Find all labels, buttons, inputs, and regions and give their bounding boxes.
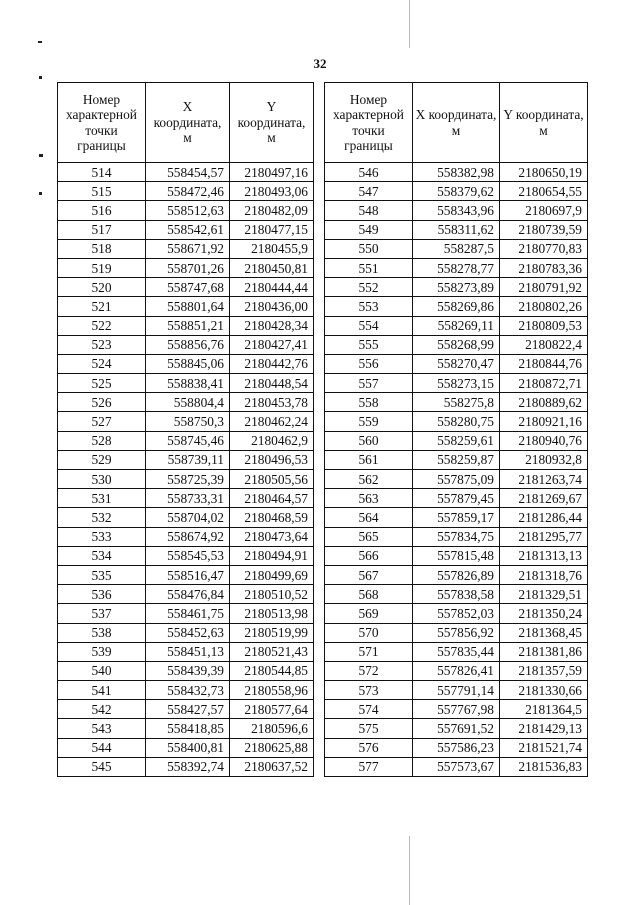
point-number-cell: 568 — [325, 585, 413, 604]
table-row — [58, 585, 314, 604]
table-header-row — [58, 83, 314, 163]
x-coordinate-cell: 558704,02 — [146, 508, 230, 527]
y-coordinate-cell: 2180544,85 — [230, 661, 314, 680]
point-number-cell: 557 — [325, 374, 413, 393]
point-number-cell: 550 — [325, 239, 413, 258]
header-point: Номер характерной точки границы — [58, 83, 146, 163]
scan-mark — [39, 154, 43, 157]
point-number-cell: 541 — [58, 681, 146, 700]
point-number-cell: 535 — [58, 565, 146, 584]
point-number-cell: 524 — [58, 354, 146, 373]
y-coordinate-cell: 2180448,54 — [230, 374, 314, 393]
point-number-cell: 553 — [325, 297, 413, 316]
y-coordinate-cell: 2181429,13 — [500, 719, 588, 738]
point-number-cell: 549 — [325, 220, 413, 239]
y-coordinate-cell: 2181364,5 — [500, 700, 588, 719]
table-row — [325, 661, 588, 680]
y-coordinate-cell: 2180499,69 — [230, 565, 314, 584]
scan-mark — [39, 76, 42, 79]
point-number-cell: 515 — [58, 182, 146, 201]
x-coordinate-cell: 557586,23 — [413, 738, 500, 757]
point-number-cell: 521 — [58, 297, 146, 316]
point-number-cell: 559 — [325, 412, 413, 431]
x-coordinate-cell: 558747,68 — [146, 278, 230, 297]
y-coordinate-cell: 2180558,96 — [230, 681, 314, 700]
x-coordinate-cell: 558278,77 — [413, 258, 500, 277]
point-number-cell: 525 — [58, 374, 146, 393]
y-coordinate-cell: 2180770,83 — [500, 239, 588, 258]
table-row — [58, 278, 314, 297]
y-coordinate-cell: 2180940,76 — [500, 431, 588, 450]
y-coordinate-cell: 2180802,26 — [500, 297, 588, 316]
x-coordinate-cell: 558273,15 — [413, 374, 500, 393]
point-number-cell: 544 — [58, 738, 146, 757]
point-number-cell: 537 — [58, 604, 146, 623]
table-row — [325, 335, 588, 354]
table-row — [58, 719, 314, 738]
point-number-cell: 528 — [58, 431, 146, 450]
x-coordinate-cell: 557834,75 — [413, 527, 500, 546]
point-number-cell: 532 — [58, 508, 146, 527]
point-number-cell: 514 — [58, 163, 146, 182]
table-row — [325, 546, 588, 565]
x-coordinate-cell: 558269,86 — [413, 297, 500, 316]
x-coordinate-cell: 557691,52 — [413, 719, 500, 738]
y-coordinate-cell: 2181329,51 — [500, 585, 588, 604]
table-row — [325, 623, 588, 642]
table-row — [58, 239, 314, 258]
y-coordinate-cell: 2180697,9 — [500, 201, 588, 220]
point-number-cell: 534 — [58, 546, 146, 565]
y-coordinate-cell: 2180521,43 — [230, 642, 314, 661]
y-coordinate-cell: 2180822,4 — [500, 335, 588, 354]
x-coordinate-cell: 558418,85 — [146, 719, 230, 738]
table-body-right — [325, 163, 588, 777]
point-number-cell: 556 — [325, 354, 413, 373]
x-coordinate-cell: 558259,87 — [413, 450, 500, 469]
x-coordinate-cell: 557826,41 — [413, 661, 500, 680]
y-coordinate-cell: 2180477,15 — [230, 220, 314, 239]
table-row — [58, 258, 314, 277]
page-number: 32 — [313, 56, 327, 71]
table-row — [325, 642, 588, 661]
table-row — [58, 220, 314, 239]
y-coordinate-cell: 2180791,92 — [500, 278, 588, 297]
point-number-cell: 530 — [58, 470, 146, 489]
y-coordinate-cell: 2180497,16 — [230, 163, 314, 182]
table-row — [325, 182, 588, 201]
x-coordinate-cell: 557826,89 — [413, 565, 500, 584]
table-row — [325, 604, 588, 623]
table-row — [325, 508, 588, 527]
x-coordinate-cell: 558427,57 — [146, 700, 230, 719]
table-row — [325, 719, 588, 738]
table-row — [58, 527, 314, 546]
y-coordinate-cell: 2180464,57 — [230, 489, 314, 508]
point-number-cell: 570 — [325, 623, 413, 642]
x-coordinate-cell: 558259,61 — [413, 431, 500, 450]
point-number-cell: 547 — [325, 182, 413, 201]
point-number-cell: 554 — [325, 316, 413, 335]
point-number-cell: 529 — [58, 450, 146, 469]
x-coordinate-cell: 557859,17 — [413, 508, 500, 527]
x-coordinate-cell: 558461,75 — [146, 604, 230, 623]
x-coordinate-cell: 557875,09 — [413, 470, 500, 489]
y-coordinate-cell: 2181330,66 — [500, 681, 588, 700]
table-row — [58, 335, 314, 354]
table-row — [325, 163, 588, 182]
table-row — [325, 681, 588, 700]
y-coordinate-cell: 2180889,62 — [500, 393, 588, 412]
point-number-cell: 566 — [325, 546, 413, 565]
table-row — [58, 316, 314, 335]
table-row — [325, 316, 588, 335]
table-row — [325, 470, 588, 489]
point-number-cell: 533 — [58, 527, 146, 546]
table-row — [325, 201, 588, 220]
x-coordinate-cell: 558280,75 — [413, 412, 500, 431]
table-row — [58, 757, 314, 776]
point-number-cell: 538 — [58, 623, 146, 642]
table-row — [325, 431, 588, 450]
point-number-cell: 555 — [325, 335, 413, 354]
y-coordinate-cell: 2180650,19 — [500, 163, 588, 182]
table-row — [58, 681, 314, 700]
table-row — [58, 201, 314, 220]
table-row — [325, 374, 588, 393]
point-number-cell: 520 — [58, 278, 146, 297]
point-number-cell: 564 — [325, 508, 413, 527]
x-coordinate-cell: 558476,84 — [146, 585, 230, 604]
y-coordinate-cell: 2180494,91 — [230, 546, 314, 565]
point-number-cell: 539 — [58, 642, 146, 661]
table-row — [58, 508, 314, 527]
point-number-cell: 565 — [325, 527, 413, 546]
y-coordinate-cell: 2180637,52 — [230, 757, 314, 776]
point-number-cell: 552 — [325, 278, 413, 297]
x-coordinate-cell: 557835,44 — [413, 642, 500, 661]
table-row — [325, 239, 588, 258]
table-row — [325, 220, 588, 239]
table-row — [58, 642, 314, 661]
table-row — [325, 757, 588, 776]
point-number-cell: 536 — [58, 585, 146, 604]
point-number-cell: 540 — [58, 661, 146, 680]
x-coordinate-cell: 557852,03 — [413, 604, 500, 623]
scan-mark — [39, 192, 42, 195]
header-point: Номер характерной точки границы — [325, 83, 413, 163]
table-row — [58, 182, 314, 201]
header-x: X координата, м — [146, 83, 230, 163]
table-row — [58, 546, 314, 565]
x-coordinate-cell: 558733,31 — [146, 489, 230, 508]
y-coordinate-cell: 2181263,74 — [500, 470, 588, 489]
x-coordinate-cell: 558739,11 — [146, 450, 230, 469]
x-coordinate-cell: 558452,63 — [146, 623, 230, 642]
y-coordinate-cell: 2180493,06 — [230, 182, 314, 201]
point-number-cell: 563 — [325, 489, 413, 508]
point-number-cell: 558 — [325, 393, 413, 412]
y-coordinate-cell: 2180462,9 — [230, 431, 314, 450]
x-coordinate-cell: 557767,98 — [413, 700, 500, 719]
table-row — [325, 565, 588, 584]
x-coordinate-cell: 558516,47 — [146, 565, 230, 584]
y-coordinate-cell: 2180482,09 — [230, 201, 314, 220]
y-coordinate-cell: 2181521,74 — [500, 738, 588, 757]
fold-line-bottom — [409, 836, 410, 905]
header-y: Y координата, м — [230, 83, 314, 163]
y-coordinate-cell: 2181318,76 — [500, 565, 588, 584]
y-coordinate-cell: 2180577,64 — [230, 700, 314, 719]
x-coordinate-cell: 558542,61 — [146, 220, 230, 239]
scan-mark — [38, 41, 42, 43]
y-coordinate-cell: 2181381,86 — [500, 642, 588, 661]
table-row — [325, 489, 588, 508]
y-coordinate-cell: 2180625,88 — [230, 738, 314, 757]
table-row — [325, 278, 588, 297]
point-number-cell: 517 — [58, 220, 146, 239]
x-coordinate-cell: 558311,62 — [413, 220, 500, 239]
y-coordinate-cell: 2180513,98 — [230, 604, 314, 623]
x-coordinate-cell: 558400,81 — [146, 738, 230, 757]
table-row — [58, 700, 314, 719]
table-row — [58, 412, 314, 431]
point-number-cell: 560 — [325, 431, 413, 450]
y-coordinate-cell: 2180510,52 — [230, 585, 314, 604]
x-coordinate-cell: 558454,57 — [146, 163, 230, 182]
y-coordinate-cell: 2180932,8 — [500, 450, 588, 469]
y-coordinate-cell: 2180872,71 — [500, 374, 588, 393]
y-coordinate-cell: 2180505,56 — [230, 470, 314, 489]
y-coordinate-cell: 2180921,16 — [500, 412, 588, 431]
x-coordinate-cell: 558701,26 — [146, 258, 230, 277]
table-row — [58, 163, 314, 182]
coordinates-table-left — [57, 82, 314, 777]
y-coordinate-cell: 2181295,77 — [500, 527, 588, 546]
x-coordinate-cell: 557791,14 — [413, 681, 500, 700]
x-coordinate-cell: 557856,92 — [413, 623, 500, 642]
y-coordinate-cell: 2180450,81 — [230, 258, 314, 277]
y-coordinate-cell: 2180473,64 — [230, 527, 314, 546]
header-x: X координата, м — [413, 83, 500, 163]
table-row — [58, 738, 314, 757]
point-number-cell: 569 — [325, 604, 413, 623]
y-coordinate-cell: 2180442,76 — [230, 354, 314, 373]
table-row — [58, 354, 314, 373]
point-number-cell: 575 — [325, 719, 413, 738]
y-coordinate-cell: 2180455,9 — [230, 239, 314, 258]
table-row — [58, 565, 314, 584]
x-coordinate-cell: 558512,63 — [146, 201, 230, 220]
x-coordinate-cell: 558856,76 — [146, 335, 230, 354]
point-number-cell: 574 — [325, 700, 413, 719]
y-coordinate-cell: 2180844,76 — [500, 354, 588, 373]
y-coordinate-cell: 2180596,6 — [230, 719, 314, 738]
point-number-cell: 543 — [58, 719, 146, 738]
y-coordinate-cell: 2181357,59 — [500, 661, 588, 680]
point-number-cell: 548 — [325, 201, 413, 220]
point-number-cell: 523 — [58, 335, 146, 354]
coordinates-table-right — [324, 82, 588, 777]
point-number-cell: 526 — [58, 393, 146, 412]
y-coordinate-cell: 2180809,53 — [500, 316, 588, 335]
table-row — [58, 450, 314, 469]
table-row — [58, 297, 314, 316]
point-number-cell: 571 — [325, 642, 413, 661]
point-number-cell: 551 — [325, 258, 413, 277]
table-row — [58, 623, 314, 642]
point-number-cell: 561 — [325, 450, 413, 469]
x-coordinate-cell: 558432,73 — [146, 681, 230, 700]
x-coordinate-cell: 558269,11 — [413, 316, 500, 335]
point-number-cell: 518 — [58, 239, 146, 258]
y-coordinate-cell: 2180739,59 — [500, 220, 588, 239]
point-number-cell: 527 — [58, 412, 146, 431]
x-coordinate-cell: 558270,47 — [413, 354, 500, 373]
x-coordinate-cell: 558671,92 — [146, 239, 230, 258]
x-coordinate-cell: 557573,67 — [413, 757, 500, 776]
x-coordinate-cell: 558851,21 — [146, 316, 230, 335]
x-coordinate-cell: 557838,58 — [413, 585, 500, 604]
y-coordinate-cell: 2181350,24 — [500, 604, 588, 623]
table-row — [325, 527, 588, 546]
table-body-left — [58, 163, 314, 777]
x-coordinate-cell: 558838,41 — [146, 374, 230, 393]
x-coordinate-cell: 558725,39 — [146, 470, 230, 489]
table-row — [325, 258, 588, 277]
table-row — [325, 297, 588, 316]
table-row — [58, 470, 314, 489]
x-coordinate-cell: 558472,46 — [146, 182, 230, 201]
x-coordinate-cell: 558845,06 — [146, 354, 230, 373]
y-coordinate-cell: 2180519,99 — [230, 623, 314, 642]
table-row — [58, 661, 314, 680]
point-number-cell: 546 — [325, 163, 413, 182]
table-row — [325, 700, 588, 719]
y-coordinate-cell: 2181368,45 — [500, 623, 588, 642]
point-number-cell: 531 — [58, 489, 146, 508]
table-row — [325, 412, 588, 431]
x-coordinate-cell: 558268,99 — [413, 335, 500, 354]
y-coordinate-cell: 2180444,44 — [230, 278, 314, 297]
table-row — [58, 604, 314, 623]
x-coordinate-cell: 558745,46 — [146, 431, 230, 450]
table-row — [325, 393, 588, 412]
y-coordinate-cell: 2181313,13 — [500, 546, 588, 565]
y-coordinate-cell: 2181269,67 — [500, 489, 588, 508]
y-coordinate-cell: 2181536,83 — [500, 757, 588, 776]
x-coordinate-cell: 557879,45 — [413, 489, 500, 508]
point-number-cell: 576 — [325, 738, 413, 757]
table-header-row — [325, 83, 588, 163]
table-row — [58, 393, 314, 412]
x-coordinate-cell: 558343,96 — [413, 201, 500, 220]
table-row — [325, 738, 588, 757]
y-coordinate-cell: 2180427,41 — [230, 335, 314, 354]
x-coordinate-cell: 558439,39 — [146, 661, 230, 680]
y-coordinate-cell: 2180436,00 — [230, 297, 314, 316]
y-coordinate-cell: 2180462,24 — [230, 412, 314, 431]
point-number-cell: 545 — [58, 757, 146, 776]
y-coordinate-cell: 2180783,36 — [500, 258, 588, 277]
point-number-cell: 567 — [325, 565, 413, 584]
table-row — [58, 374, 314, 393]
y-coordinate-cell: 2180654,55 — [500, 182, 588, 201]
x-coordinate-cell: 558674,92 — [146, 527, 230, 546]
x-coordinate-cell: 557815,48 — [413, 546, 500, 565]
x-coordinate-cell: 558379,62 — [413, 182, 500, 201]
point-number-cell: 562 — [325, 470, 413, 489]
point-number-cell: 573 — [325, 681, 413, 700]
point-number-cell: 519 — [58, 258, 146, 277]
point-number-cell: 516 — [58, 201, 146, 220]
table-row — [325, 450, 588, 469]
point-number-cell: 572 — [325, 661, 413, 680]
table-row — [325, 585, 588, 604]
y-coordinate-cell: 2181286,44 — [500, 508, 588, 527]
x-coordinate-cell: 558273,89 — [413, 278, 500, 297]
table-row — [58, 431, 314, 450]
y-coordinate-cell: 2180428,34 — [230, 316, 314, 335]
x-coordinate-cell: 558801,64 — [146, 297, 230, 316]
x-coordinate-cell: 558287,5 — [413, 239, 500, 258]
x-coordinate-cell: 558382,98 — [413, 163, 500, 182]
point-number-cell: 577 — [325, 757, 413, 776]
x-coordinate-cell: 558451,13 — [146, 642, 230, 661]
y-coordinate-cell: 2180453,78 — [230, 393, 314, 412]
point-number-cell: 542 — [58, 700, 146, 719]
point-number-cell: 522 — [58, 316, 146, 335]
x-coordinate-cell: 558750,3 — [146, 412, 230, 431]
x-coordinate-cell: 558392,74 — [146, 757, 230, 776]
fold-line-top — [409, 0, 410, 48]
x-coordinate-cell: 558275,8 — [413, 393, 500, 412]
table-row — [325, 354, 588, 373]
y-coordinate-cell: 2180468,59 — [230, 508, 314, 527]
y-coordinate-cell: 2180496,53 — [230, 450, 314, 469]
table-row — [58, 489, 314, 508]
x-coordinate-cell: 558804,4 — [146, 393, 230, 412]
x-coordinate-cell: 558545,53 — [146, 546, 230, 565]
header-y: Y координата, м — [500, 83, 588, 163]
